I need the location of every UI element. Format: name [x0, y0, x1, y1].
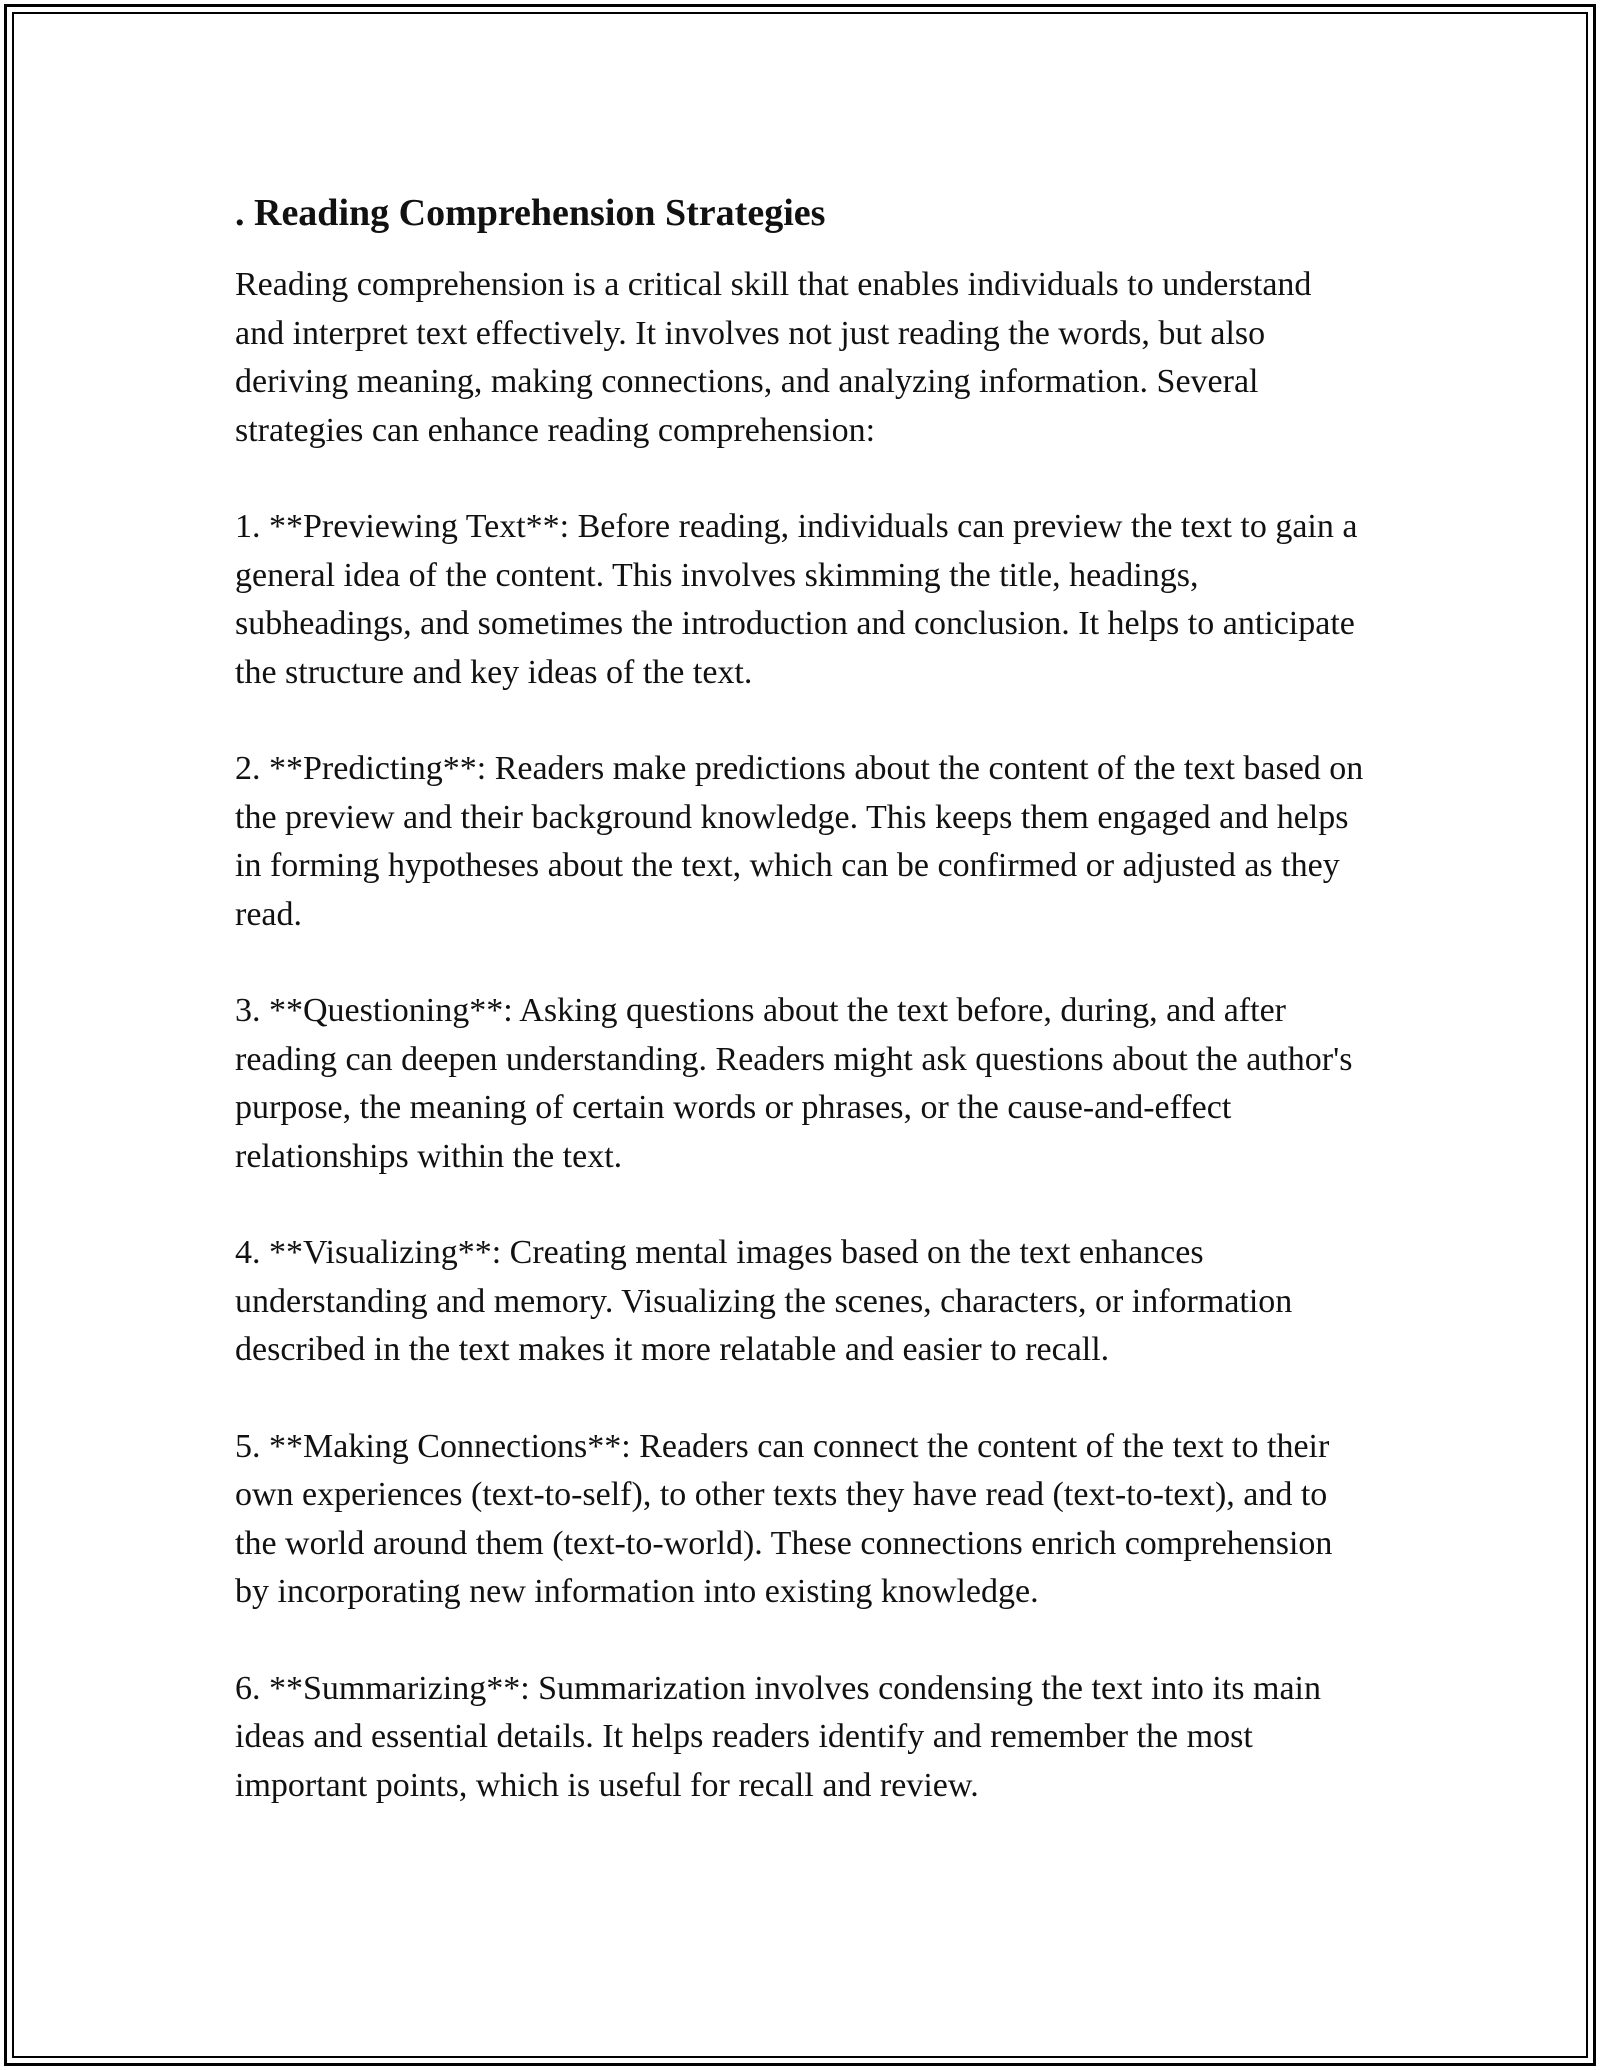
document-title: . Reading Comprehension Strategies [235, 192, 826, 234]
document-body [235, 185, 1365, 1858]
strategy-questioning-paragraph: 3. **Questioning**: Asking questions about the text before, during, and after reading can deepen understanding. Readers might ask questions about the author's purpose, the meaning of certain words or phrases, or the cause-and-effect relationships within the text. [235, 992, 1353, 1175]
intro-paragraph: Reading comprehension is a critical skill that enables individuals to understand and interpret text effectively. It involves not just reading the words, but also deriving meaning, making connections, and analyzing information. Several strategies can enhance reading comprehension: [235, 266, 1312, 449]
strategy-making-connections-paragraph: 5. **Making Connections**: Readers can connect the content of the text to their own experiences (text-to-self), to other texts they have read (text-to-text), and to the world around them (text-to-world). These connections enrich comprehension by incorporating new information into existing knowledge. [235, 1427, 1333, 1610]
strategy-previewing-paragraph: 1. **Previewing Text**: Before reading, individuals can preview the text to gain a general idea of the content. This involves skimming the title, headings, subheadings, and sometimes the introduction and conclusion. It helps to anticipate the structure and key ideas of the text. [235, 508, 1358, 691]
strategy-visualizing-paragraph: 4. **Visualizing**: Creating mental images based on the text enhances understanding and memory. Visualizing the scenes, characters, or information described in the text makes it more relatable and easier to recall. [235, 1234, 1293, 1368]
strategy-summarizing-paragraph: 6. **Summarizing**: Summarization involves condensing the text into its main ideas and essential details. It helps readers identify and remember the most important points, which is useful for recall and review. [235, 1669, 1321, 1804]
strategy-predicting-paragraph: 2. **Predicting**: Readers make predictions about the content of the text based on the preview and their background knowledge. This keeps them engaged and helps in forming hypotheses about the text, which can be confirmed or adjusted as they read. [235, 750, 1364, 933]
